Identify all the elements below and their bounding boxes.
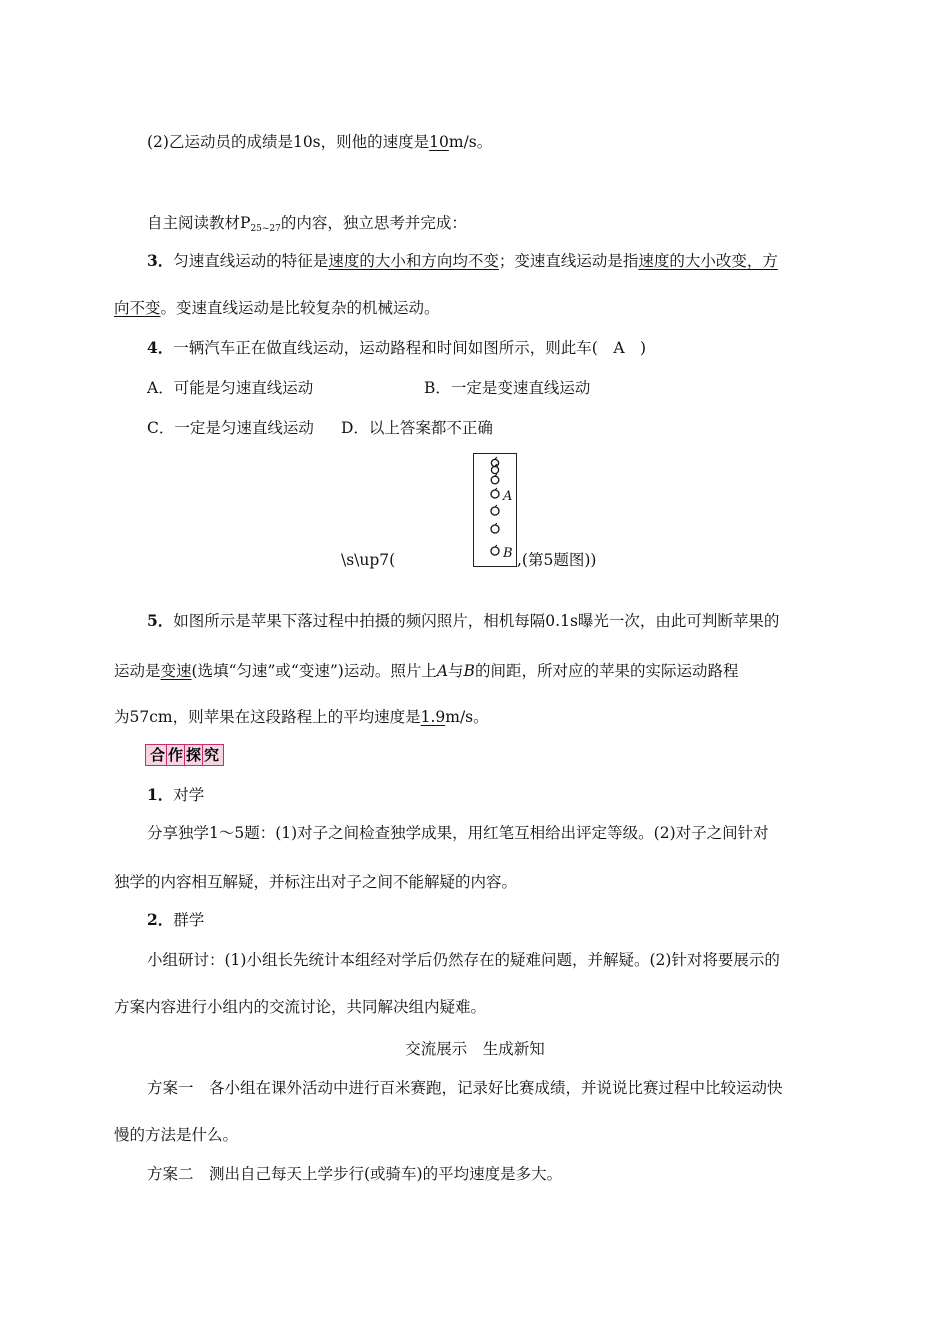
- q3-text2: ；变速直线运动是指: [498, 252, 639, 270]
- badge-char-4: 究: [204, 746, 220, 764]
- pair-title-text: 对学: [173, 786, 205, 804]
- q4-number: 4．: [147, 338, 174, 357]
- pair-title-number: 1．: [147, 785, 174, 804]
- figure-label-b: B: [503, 546, 513, 561]
- plan1-line2: 慢的方法是什么。: [114, 1126, 239, 1144]
- section-badge-cooperative-inquiry: [145, 744, 224, 766]
- q4-option-b: B．一定是变速直线运动: [424, 379, 591, 397]
- q5-answer1: 变速: [160, 662, 192, 680]
- q3-line1: [147, 250, 778, 272]
- q5-number: 5．: [147, 611, 174, 630]
- group-title-number: 2．: [147, 910, 174, 929]
- reading-instruction: [147, 212, 467, 240]
- q2-part2-prefix: (2)乙运动员的成绩是10s，则他的速度是: [147, 133, 430, 151]
- apple-position-2: [491, 466, 498, 473]
- q5-line3: [114, 706, 489, 728]
- badge-char-1: 合: [150, 746, 166, 764]
- q5-point-a: A: [436, 662, 449, 680]
- pair-line1: 分享独学1～5题：(1)对子之间检查独学成果，用红笔互相给出评定等级。(2)对子之间针对: [147, 824, 769, 842]
- apple-position-3: [491, 476, 499, 484]
- group-title-text: 群学: [173, 911, 205, 929]
- q3-text1: 匀速直线运动的特征是: [173, 252, 329, 270]
- q5-yu: 与: [448, 662, 464, 680]
- group-line1: 小组研讨：(1)小组长先统计本组经对学后仍然存在的疑难问题，并解疑。(2)针对将要展示的: [147, 951, 780, 969]
- apple-position-7: [491, 547, 499, 555]
- q3-line2: [114, 297, 440, 319]
- plan1-line1: 方案一 各小组在课外活动中进行百米赛跑，记录好比赛成绩，并说说比赛过程中比较运动快: [147, 1079, 783, 1097]
- badge-char-3: 探: [186, 746, 202, 764]
- q4-option-a: A．可能是匀速直线运动: [147, 379, 314, 397]
- apple-position-6: [491, 525, 499, 533]
- plan2-line: 方案二 测出自己每天上学步行(或骑车)的平均速度是多大。: [147, 1165, 563, 1183]
- q2-part2-line: [147, 131, 492, 153]
- q3-number: 3．: [147, 251, 174, 270]
- q2-part2-answer: 10: [429, 133, 449, 151]
- strobe-photo-figure: [473, 453, 517, 567]
- reading-page-range: 25~27: [250, 224, 281, 234]
- reading-suffix: 的内容，独立思考并完成：: [280, 214, 467, 232]
- group-line2: 方案内容进行小组内的交流讨论，共同解决组内疑难。: [114, 998, 487, 1016]
- q5-point-b: B: [463, 662, 475, 680]
- q5-line2-mid: (选填“匀速”或“变速”)运动。照片上: [191, 662, 437, 680]
- figure-caption: ,(第5题图)): [517, 551, 597, 569]
- pair-line2: 独学的内容相互解疑，并标注出对子之间不能解疑的内容。: [114, 873, 518, 891]
- reading-prefix: 自主阅读教材P: [147, 214, 251, 232]
- q3-text3: 。变速直线运动是比较复杂的机械运动。: [160, 299, 440, 317]
- falling-apple-strobe-image: [474, 454, 518, 568]
- q3-answer2a: 速度的大小改变，方: [638, 252, 778, 270]
- q5-line1-text: 如图所示是苹果下落过程中拍摄的频闪照片，相机每隔0.1s曝光一次，由此可判断苹果的: [173, 612, 780, 630]
- q5-line3-prefix: 为57cm，则苹果在这段路程上的平均速度是: [114, 708, 421, 726]
- q5-line1: [147, 610, 779, 632]
- q2-part2-suffix: m/s。: [448, 133, 493, 151]
- q4-stem: [147, 337, 646, 359]
- exchange-heading: 交流展示 生成新知: [405, 1040, 545, 1058]
- apple-position-4: [491, 490, 499, 498]
- q3-answer1: 速度的大小和方向均不变: [328, 252, 499, 270]
- q3-answer2b: 向不变: [114, 299, 161, 317]
- figure-field-prefix: \s\up7(: [341, 551, 396, 569]
- q5-line2-prefix: 运动是: [114, 662, 161, 680]
- q4-stem-text: 一辆汽车正在做直线运动，运动路程和时间如图所示，则此车( A ): [173, 339, 647, 357]
- q5-line2-suffix: 的间距，所对应的苹果的实际运动路程: [474, 662, 739, 680]
- q4-option-c: C．一定是匀速直线运动: [147, 419, 314, 437]
- pair-title: [147, 784, 204, 806]
- q5-line2: [114, 660, 738, 682]
- group-title: [147, 909, 204, 931]
- badge-char-2: 作: [168, 746, 184, 764]
- q4-option-d: D．以上答案都不正确: [341, 419, 493, 437]
- q5-line3-suffix: m/s。: [445, 708, 489, 726]
- apple-position-5: [491, 507, 499, 515]
- figure-label-a: A: [503, 489, 513, 504]
- q5-answer2: 1.9: [420, 708, 446, 726]
